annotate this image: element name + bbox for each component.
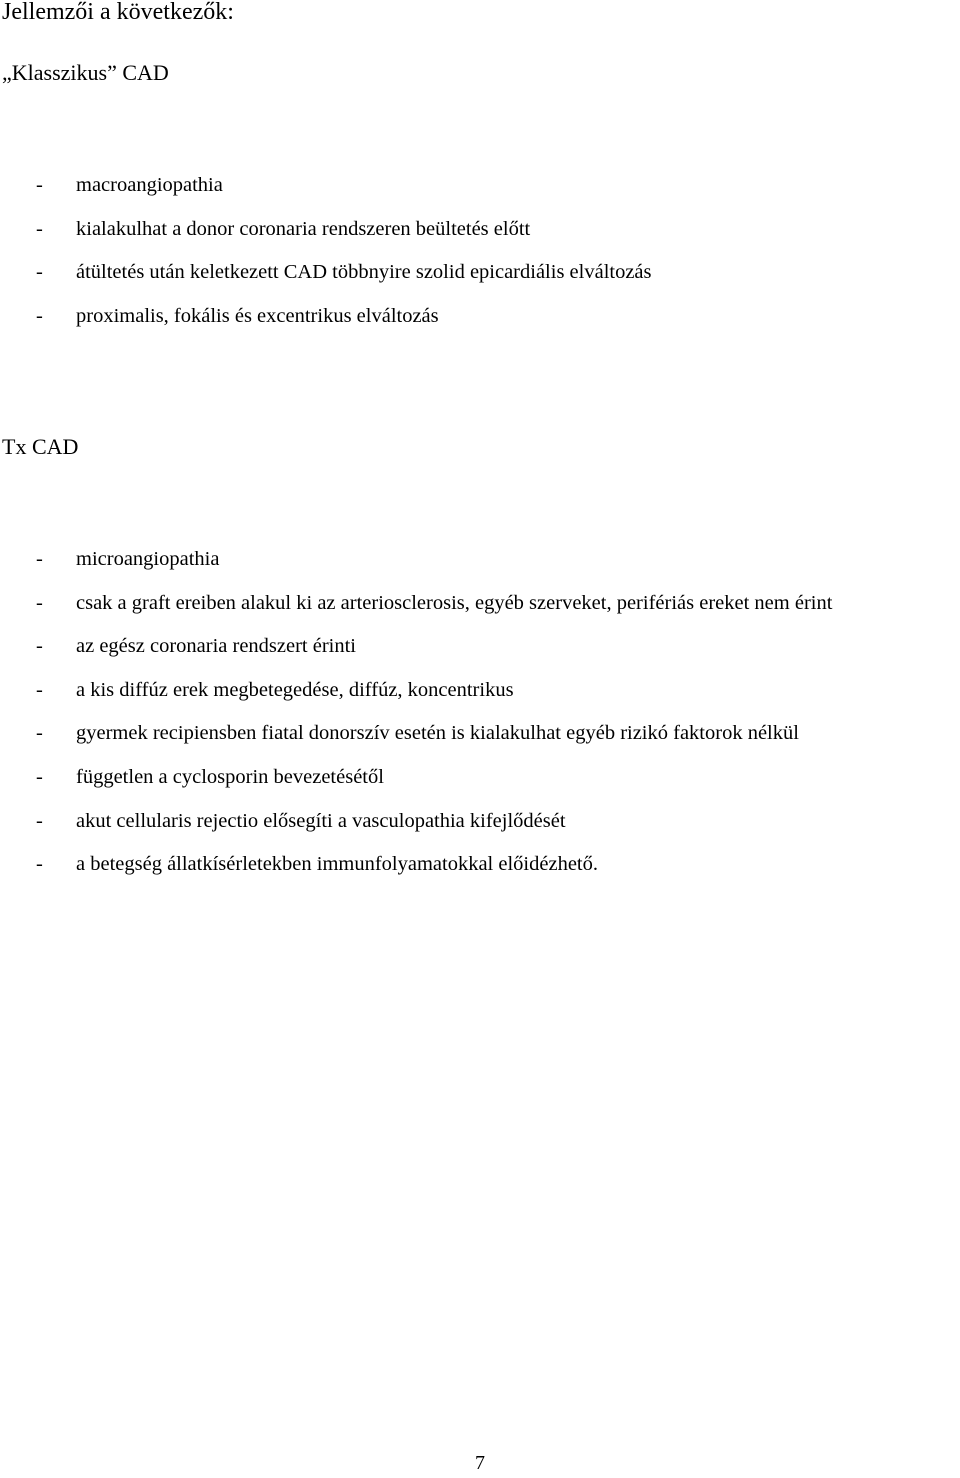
list-item bbox=[0, 756, 956, 800]
section-title-tx-cad: Tx CAD bbox=[2, 434, 79, 459]
bullet-dash: - bbox=[36, 217, 43, 240]
list-item bbox=[0, 295, 956, 339]
page-heading: Jellemzői a következők: bbox=[2, 0, 234, 25]
list-item-text: macroangiopathia bbox=[76, 174, 223, 196]
list-item bbox=[0, 843, 956, 887]
list-item bbox=[0, 164, 956, 208]
bullet-dash: - bbox=[36, 678, 43, 701]
bullet-dash: - bbox=[36, 722, 43, 745]
list-item-text: a betegség állatkísérletekben immunfolyamatokkal előidézhető. bbox=[76, 853, 598, 876]
bullet-dash: - bbox=[36, 853, 43, 876]
bullet-dash: - bbox=[36, 261, 43, 284]
list-item-text: kialakulhat a donor coronaria rendszeren beültetés előtt bbox=[76, 217, 531, 240]
list-item bbox=[0, 625, 956, 669]
bullet-dash: - bbox=[36, 174, 43, 196]
bullet-dash: - bbox=[36, 591, 43, 614]
list-item-text: gyermek recipiensben fiatal donorszív esetén is kialakulhat egyéb rizikó faktorok nélkül bbox=[76, 722, 799, 745]
bullet-dash: - bbox=[36, 765, 43, 788]
page-number: 7 bbox=[475, 1452, 485, 1474]
list-item bbox=[0, 251, 956, 295]
list-item-text: microangiopathia bbox=[76, 548, 220, 570]
bullet-dash: - bbox=[36, 635, 43, 658]
list-item bbox=[0, 800, 956, 844]
bullet-dash: - bbox=[36, 304, 43, 327]
list-item-text: proximalis, fokális és excentrikus elváltozás bbox=[76, 304, 439, 327]
list-item-text: független a cyclosporin bevezetésétől bbox=[76, 765, 384, 788]
list-item-text: csak a graft ereiben alakul ki az arteriosclerosis, egyéb szerveket, perifériás ereket nem érint bbox=[76, 591, 833, 614]
list-item bbox=[0, 208, 956, 252]
bullet-dash: - bbox=[36, 809, 43, 832]
list-item bbox=[0, 538, 956, 582]
list-item-text: a kis diffúz erek megbetegedése, diffúz, koncentrikus bbox=[76, 678, 514, 701]
classic-cad-list bbox=[0, 164, 956, 338]
bullet-dash: - bbox=[36, 548, 43, 570]
list-item-text: átültetés után keletkezett CAD többnyire szolid epicardiális elváltozás bbox=[76, 261, 652, 284]
list-item-text: az egész coronaria rendszert érinti bbox=[76, 635, 357, 658]
tx-cad-list bbox=[0, 538, 956, 887]
list-item-text: akut cellularis rejectio elősegíti a vasculopathia kifejlődését bbox=[76, 809, 566, 832]
section-title-classic-cad: „Klasszikus” CAD bbox=[2, 60, 169, 85]
list-item bbox=[0, 712, 956, 756]
list-item bbox=[0, 669, 956, 713]
list-item bbox=[0, 582, 956, 626]
